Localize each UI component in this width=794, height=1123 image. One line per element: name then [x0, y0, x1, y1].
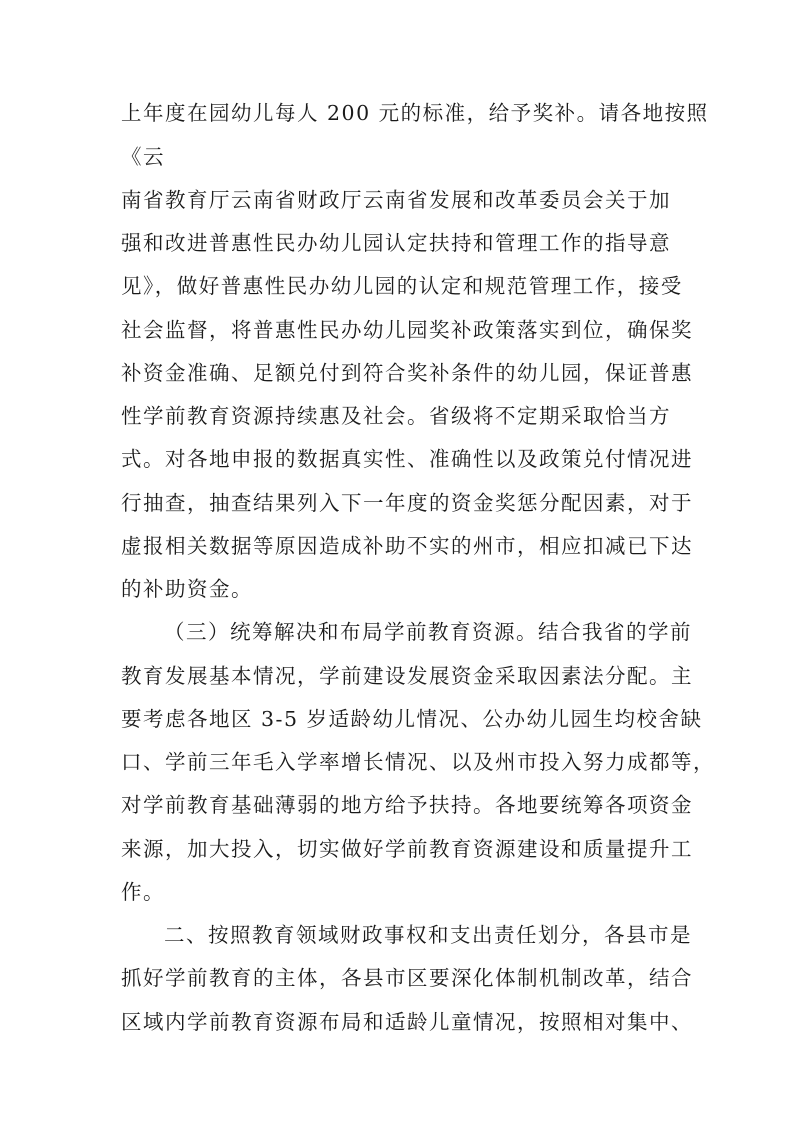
- text-line: 《云: [121, 145, 165, 169]
- text-line: 区域内学前教育资源布局和适龄儿童情况，按照相对集中、: [121, 1010, 693, 1034]
- text-line: 强和改进普惠性民办幼儿园认定扶持和管理工作的指导意: [121, 231, 671, 255]
- text-line: 南省教育厅云南省财政厅云南省发展和改革委员会关于加: [121, 188, 671, 212]
- text-line: 见》，做好普惠性民办幼儿园的认定和规范管理工作，接受: [121, 274, 683, 298]
- text-line: 补资金准确、足额兑付到符合奖补条件的幼儿园，保证普惠: [121, 361, 693, 385]
- text-line: 的补助资金。: [121, 577, 253, 601]
- text-line: 社会监督，将普惠性民办幼儿园奖补政策落实到位，确保奖: [121, 318, 693, 342]
- text-line: 来源，加大投入，切实做好学前教育资源建设和质量提升工: [121, 837, 693, 861]
- text-line: 行抽查，抽查结果列入下一年度的资金奖惩分配因素，对于: [121, 491, 693, 515]
- text-line: 虚报相关数据等原因造成补助不实的州市，相应扣减已下达: [121, 534, 693, 558]
- text-line: 对学前教育基础薄弱的地方给予扶持。各地要统筹各项资金: [121, 793, 693, 817]
- text-line: 上年度在园幼儿每人 200 元的标准，给予奖补。请各地按照: [121, 101, 709, 125]
- text-line: 抓好学前教育的主体，各县市区要深化体制机制改革，结合: [121, 966, 693, 990]
- text-line: 性学前教育资源持续惠及社会。省级将不定期采取恰当方: [121, 404, 671, 428]
- paragraph-first-line: （三）统筹解决和布局学前教育资源。结合我省的学前: [164, 620, 692, 644]
- text-line: 式。对各地申报的数据真实性、准确性以及政策兑付情况进: [121, 447, 693, 471]
- text-line: 作。: [121, 880, 165, 904]
- text-line: 要考虑各地区 3-5 岁适龄幼儿情况、公办幼儿园生均校舍缺: [121, 707, 703, 731]
- text-line: 口、学前三年毛入学率增长情况、以及州市投入努力成都等，: [121, 750, 715, 774]
- paragraph-first-line: 二、按照教育领域财政事权和支出责任划分，各县市是: [164, 923, 692, 947]
- text-line: 教育发展基本情况，学前建设发展资金采取因素法分配。主: [121, 664, 693, 688]
